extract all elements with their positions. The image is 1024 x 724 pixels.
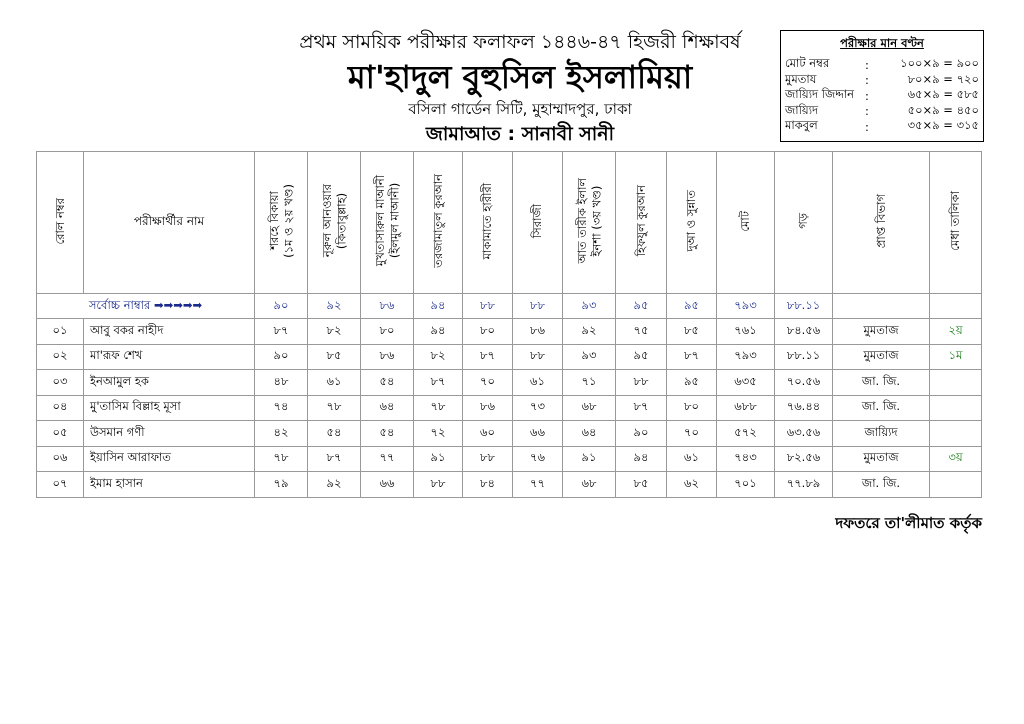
name-header: পরীক্ষার্থীর নাম <box>84 152 255 294</box>
mark-cell: ৫৪ <box>308 421 361 447</box>
total-cell: ৬৮৮ <box>717 395 775 421</box>
mark-cell: ৬১ <box>513 370 563 396</box>
merit-cell <box>930 395 982 421</box>
highest-mark-cell: ৮৮ <box>463 294 513 319</box>
merit-cell: ১ম <box>930 344 982 370</box>
mark-cell: ৮৭ <box>308 446 361 472</box>
mark-cell: ৬৮ <box>563 395 616 421</box>
mark-cell: ৭৬ <box>513 446 563 472</box>
mark-cell: ৮৭ <box>463 344 513 370</box>
mark-cell: ৭৮ <box>414 395 463 421</box>
subject-header: নূরুল আনওয়ার (কিতাবুল্লাহ) <box>308 152 361 294</box>
highest-mark-cell: ৯৪ <box>414 294 463 319</box>
highest-mark-cell: ৮৮ <box>513 294 563 319</box>
mark-cell: ৮৭ <box>616 395 667 421</box>
highest-total-cell: ৭৯৩ <box>717 294 775 319</box>
student-name-cell: মু'তাসিম বিল্লাহ মূসা <box>84 395 255 421</box>
grading-sep: : <box>865 73 869 88</box>
highest-marks-label: সর্বোচ্চ নাম্বার ➡➡➡➡➡ <box>37 294 255 319</box>
grading-sep: : <box>865 119 869 134</box>
grading-value: ৮০×৯ = ৭২০ <box>907 71 979 86</box>
total-cell: ৬৩৫ <box>717 370 775 396</box>
mark-cell: ৮০ <box>463 319 513 345</box>
subject-header: শরহে বিকায়া (১ম ও ২য় খণ্ড) <box>255 152 308 294</box>
table-row <box>37 472 982 498</box>
table-row <box>37 370 982 396</box>
highest-mark-cell: ৯০ <box>255 294 308 319</box>
mark-cell: ৬১ <box>667 446 717 472</box>
mark-cell: ৯৪ <box>616 446 667 472</box>
average-cell: ৮২.৫৬ <box>775 446 833 472</box>
mark-cell: ৮২ <box>414 344 463 370</box>
highest-mark-cell: ৮৬ <box>361 294 414 319</box>
total-header: মোট <box>717 152 775 294</box>
highest-mark-cell: ৯৫ <box>616 294 667 319</box>
institution-address: বসিলা গার্ডেন সিটি, মুহাম্মাদপুর, ঢাকা <box>408 100 632 118</box>
mark-cell: ৮৫ <box>308 344 361 370</box>
student-name-cell: মা'রূফ শেখ <box>84 344 255 370</box>
mark-cell: ৯২ <box>308 472 361 498</box>
mark-cell: ৯৫ <box>667 370 717 396</box>
roll-header: রোল নম্বর <box>37 152 84 294</box>
grading-title: পরীক্ষার মান বণ্টন <box>840 36 924 50</box>
mark-cell: ৮৭ <box>414 370 463 396</box>
grade-header: প্রাপ্ত বিভাগ <box>833 152 930 294</box>
average-header: গড় <box>775 152 833 294</box>
average-cell: ৭৭.৮৯ <box>775 472 833 498</box>
mark-cell: ৯০ <box>255 344 308 370</box>
mark-cell: ৬৪ <box>361 395 414 421</box>
mark-cell: ৬৮ <box>563 472 616 498</box>
mark-cell: ৫৪ <box>361 370 414 396</box>
mark-cell: ৯৩ <box>563 344 616 370</box>
results-table <box>36 151 982 498</box>
student-name-cell: উসমান গণী <box>84 421 255 447</box>
mark-cell: ৮৮ <box>513 344 563 370</box>
table-row <box>37 395 982 421</box>
grading-value: ৩৫×৯ = ৩১৫ <box>907 118 979 133</box>
grading-sep: : <box>865 88 869 103</box>
mark-cell: ৯০ <box>616 421 667 447</box>
mark-cell: ৭০ <box>463 370 513 396</box>
roll-cell: ০৭ <box>37 472 84 498</box>
grading-value: ৫০×৯ = ৪৫০ <box>907 102 979 117</box>
average-cell: ৭০.৫৬ <box>775 370 833 396</box>
roll-cell: ০৬ <box>37 446 84 472</box>
grading-label: জায়্যিদ জিদ্দান <box>785 87 855 102</box>
mark-cell: ৮৪ <box>463 472 513 498</box>
total-cell: ৭৯৩ <box>717 344 775 370</box>
mark-cell: ৮৮ <box>463 446 513 472</box>
mark-cell: ৬০ <box>463 421 513 447</box>
mark-cell: ৭০ <box>667 421 717 447</box>
mark-cell: ৪২ <box>255 421 308 447</box>
total-cell: ৫৭২ <box>717 421 775 447</box>
mark-cell: ৪৮ <box>255 370 308 396</box>
total-cell: ৭৬১ <box>717 319 775 345</box>
table-row <box>37 421 982 447</box>
mark-cell: ৬৪ <box>563 421 616 447</box>
mark-cell: ৮০ <box>667 395 717 421</box>
mark-cell: ৭৭ <box>513 472 563 498</box>
subject-header: আত তারীক ইলাল ইনশা (৩য় খণ্ড) <box>563 152 616 294</box>
subject-header: মুখতাসারুল মাআনী (ইলমুল মাআনী) <box>361 152 414 294</box>
mark-cell: ৬২ <box>667 472 717 498</box>
average-cell: ৮৪.৫৬ <box>775 319 833 345</box>
grading-value: ১০০×৯ = ৯০০ <box>900 56 979 71</box>
roll-cell: ০৫ <box>37 421 84 447</box>
grading-sep: : <box>865 57 869 72</box>
mark-cell: ৮৮ <box>414 472 463 498</box>
grade-cell: জা. জি. <box>833 472 930 498</box>
mark-cell: ৭৯ <box>255 472 308 498</box>
mark-cell: ৯১ <box>563 446 616 472</box>
mark-cell: ৭৩ <box>513 395 563 421</box>
highest-mark-cell: ৯৫ <box>667 294 717 319</box>
highest-mark-cell: ৯৩ <box>563 294 616 319</box>
highest-avg-cell: ৮৮.১১ <box>775 294 833 319</box>
subject-header: তরজামাতুল কুরআন <box>414 152 463 294</box>
roll-cell: ০৪ <box>37 395 84 421</box>
mark-cell: ৮৫ <box>667 319 717 345</box>
merit-cell <box>930 421 982 447</box>
mark-cell: ৯৫ <box>616 344 667 370</box>
merit-cell: ৩য় <box>930 446 982 472</box>
mark-cell: ৭৫ <box>616 319 667 345</box>
subject-header: সিরাজী <box>513 152 563 294</box>
roll-cell: ০৩ <box>37 370 84 396</box>
subject-header: মাকামাতে হারীরী <box>463 152 513 294</box>
student-name-cell: ইনআমুল হক <box>84 370 255 396</box>
institution-name: মা'হাদুল বুহুসিল ইসলামিয়া <box>347 58 693 96</box>
student-name-cell: ইয়াসিন আরাফাত <box>84 446 255 472</box>
empty-cell <box>930 294 982 319</box>
footer-office: দফতরে তা'লীমাত কর্তৃক <box>835 514 982 532</box>
student-name-cell: আবু বকর নাহীদ <box>84 319 255 345</box>
average-cell: ৭৬.৪৪ <box>775 395 833 421</box>
grading-label: জায়্যিদ <box>785 102 819 117</box>
mark-cell: ৮৬ <box>361 344 414 370</box>
mark-cell: ৮৭ <box>255 319 308 345</box>
mark-cell: ৮৮ <box>616 370 667 396</box>
mark-cell: ৯২ <box>563 319 616 345</box>
grade-cell: মুমতাজ <box>833 319 930 345</box>
mark-cell: ৬৬ <box>513 421 563 447</box>
subject-header: দুআ ও সুন্নাত <box>667 152 717 294</box>
table-row <box>37 446 982 472</box>
grading-box <box>780 30 984 142</box>
grading-sep: : <box>865 104 869 119</box>
grade-cell: জা. জি. <box>833 395 930 421</box>
mark-cell: ৫৪ <box>361 421 414 447</box>
empty-cell <box>833 294 930 319</box>
mark-cell: ৭৪ <box>255 395 308 421</box>
grading-label: মাকবুল <box>785 118 818 133</box>
mark-cell: ৮০ <box>361 319 414 345</box>
student-name-cell: ইমাম হাসান <box>84 472 255 498</box>
merit-header: মেধা তালিকা <box>930 152 982 294</box>
arrow-icons: ➡➡➡➡➡ <box>153 297 203 312</box>
grading-label: মুমতায <box>785 71 817 86</box>
grading-row <box>781 119 983 135</box>
subject-header: হিফযুল কুরআন <box>616 152 667 294</box>
merit-cell <box>930 370 982 396</box>
grade-cell: মুমতাজ <box>833 344 930 370</box>
grading-label: মোট নম্বর <box>785 56 830 71</box>
highest-marks-row <box>37 294 982 319</box>
mark-cell: ৯৪ <box>414 319 463 345</box>
table-row <box>37 319 982 345</box>
mark-cell: ৬৬ <box>361 472 414 498</box>
mark-cell: ৭২ <box>414 421 463 447</box>
grade-cell: জা. জি. <box>833 370 930 396</box>
roll-cell: ০২ <box>37 344 84 370</box>
mark-cell: ৮৭ <box>667 344 717 370</box>
class-name: জামাআত : সানাবী সানী <box>425 123 615 145</box>
mark-cell: ৮৬ <box>463 395 513 421</box>
grading-value: ৬৫×৯ = ৫৮৫ <box>907 87 979 102</box>
highest-mark-cell: ৯২ <box>308 294 361 319</box>
mark-cell: ৮৫ <box>616 472 667 498</box>
mark-cell: ৯১ <box>414 446 463 472</box>
grade-cell: জায়্যিদ <box>833 421 930 447</box>
mark-cell: ৬১ <box>308 370 361 396</box>
average-cell: ৮৮.১১ <box>775 344 833 370</box>
mark-cell: ৭৭ <box>361 446 414 472</box>
mark-cell: ৭১ <box>563 370 616 396</box>
mark-cell: ৮৬ <box>513 319 563 345</box>
merit-cell: ২য় <box>930 319 982 345</box>
mark-cell: ৭৮ <box>255 446 308 472</box>
result-title-line: প্রথম সাময়িক পরীক্ষার ফলাফল ১৪৪৬-৪৭ হিজরী শিক্ষাবর্ষ <box>299 31 741 53</box>
merit-cell <box>930 472 982 498</box>
grade-cell: মুমতাজ <box>833 446 930 472</box>
mark-cell: ৮২ <box>308 319 361 345</box>
total-cell: ৭০১ <box>717 472 775 498</box>
roll-cell: ০১ <box>37 319 84 345</box>
mark-cell: ৭৮ <box>308 395 361 421</box>
total-cell: ৭৪৩ <box>717 446 775 472</box>
table-row <box>37 344 982 370</box>
average-cell: ৬৩.৫৬ <box>775 421 833 447</box>
